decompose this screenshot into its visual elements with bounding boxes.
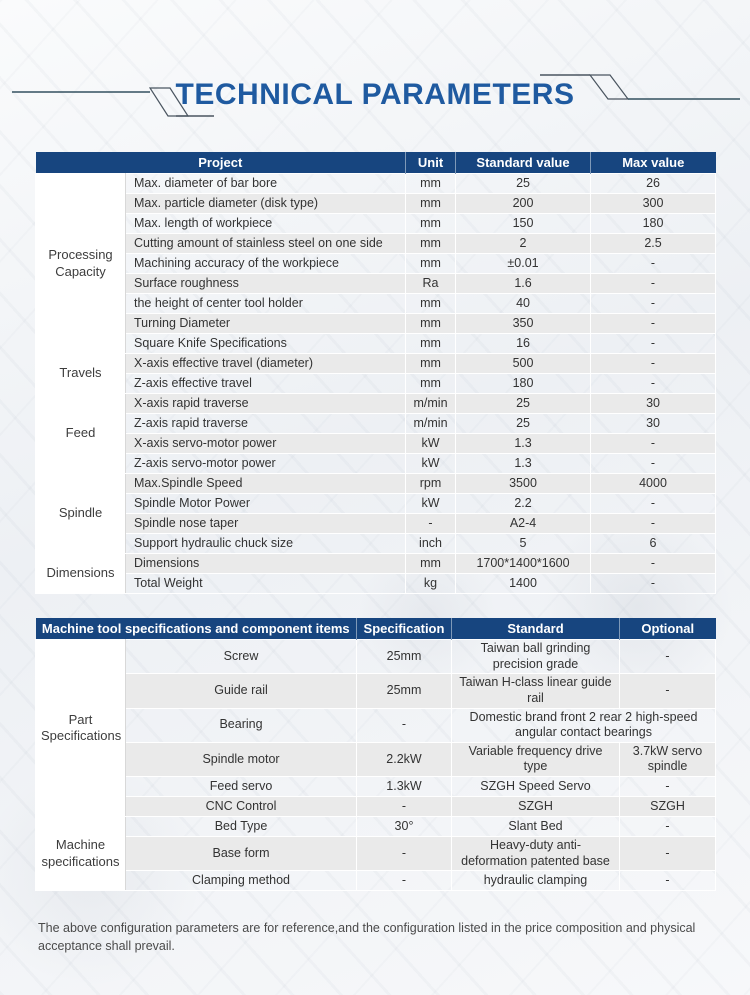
components-table [35, 618, 716, 891]
table-cell: SZGH [452, 797, 620, 817]
table-cell: Surface roughness [126, 274, 406, 294]
group-label: Feed [36, 394, 126, 474]
table-cell: Max. length of workpiece [126, 214, 406, 234]
table-cell: mm [406, 554, 456, 574]
table-cell: Support hydraulic chuck size [126, 534, 406, 554]
table-cell: - [591, 574, 716, 594]
table-cell: 500 [456, 354, 591, 374]
table-cell: 3500 [456, 474, 591, 494]
table-cell: Bearing [126, 708, 357, 742]
table-row [36, 777, 716, 797]
table-row [36, 454, 716, 474]
table-cell: Machining accuracy of the workpiece [126, 254, 406, 274]
table-cell: 30 [591, 414, 716, 434]
table-cell: - [591, 454, 716, 474]
table-group [36, 354, 716, 394]
table-cell: mm [406, 214, 456, 234]
table-row [36, 554, 716, 574]
table-cell: 6 [591, 534, 716, 554]
table-cell: mm [406, 314, 456, 334]
table-row [36, 871, 716, 891]
table-cell: 5 [456, 534, 591, 554]
table-cell: the height of center tool holder [126, 294, 406, 314]
table-cell: Feed servo [126, 777, 357, 797]
group-label: Machine specifications [36, 817, 126, 891]
table-cell: SZGH [620, 797, 716, 817]
column-header: Standard [452, 618, 620, 640]
column-header: Optional [620, 618, 716, 640]
table-cell: - [620, 837, 716, 871]
column-header: Specification [357, 618, 452, 640]
footnote: The above configuration parameters are for reference,and the configuration listed in the price composition and physical acceptance shall prevail. [38, 920, 696, 954]
table-cell: CNC Control [126, 797, 357, 817]
table-cell: 4000 [591, 474, 716, 494]
table-cell: 1400 [456, 574, 591, 594]
table-cell: Z-axis servo-motor power [126, 454, 406, 474]
table-cell: Base form [126, 837, 357, 871]
table-cell: 25mm [357, 674, 452, 708]
table-cell: 30 [591, 394, 716, 414]
table-cell: - [620, 674, 716, 708]
table-cell: - [620, 777, 716, 797]
table-cell: 3.7kW servo spindle [620, 742, 716, 776]
table-cell: - [357, 708, 452, 742]
table-cell: 25 [456, 394, 591, 414]
table-row [36, 374, 716, 394]
table-row [36, 817, 716, 837]
group-label: Dimensions [36, 554, 126, 594]
parameters-table [35, 152, 716, 594]
table-cell: 1.3 [456, 454, 591, 474]
table-row [36, 394, 716, 414]
group-label: Travels [36, 354, 126, 394]
table-cell: Slant Bed [452, 817, 620, 837]
table-cell: m/min [406, 414, 456, 434]
table-cell: Heavy-duty anti-deformation patented base [452, 837, 620, 871]
table-group [36, 640, 716, 817]
column-header: Machine tool specifications and component items [36, 618, 357, 640]
table-cell: m/min [406, 394, 456, 414]
table-cell: 25 [456, 174, 591, 194]
table-row [36, 194, 716, 214]
table-row [36, 742, 716, 776]
table-row [36, 234, 716, 254]
table-cell: kW [406, 434, 456, 454]
table-cell: Z-axis rapid traverse [126, 414, 406, 434]
table-cell: 1.3kW [357, 777, 452, 797]
table-cell: - [591, 354, 716, 374]
table-row [36, 837, 716, 871]
table-cell: 1700*1400*1600 [456, 554, 591, 574]
table-cell: 30° [357, 817, 452, 837]
table-cell: Ra [406, 274, 456, 294]
table-cell: mm [406, 194, 456, 214]
table-cell: Clamping method [126, 871, 357, 891]
table-cell: - [591, 494, 716, 514]
table-row [36, 708, 716, 742]
table-cell: - [357, 797, 452, 817]
table-cell: - [591, 374, 716, 394]
table-cell: mm [406, 294, 456, 314]
table-cell: rpm [406, 474, 456, 494]
table-cell: - [591, 334, 716, 354]
table-row [36, 174, 716, 194]
table-cell: SZGH Speed Servo [452, 777, 620, 797]
components-table-header [36, 618, 716, 640]
group-label: Part Specifications [36, 640, 126, 817]
table-cell: - [357, 871, 452, 891]
table-cell: kW [406, 494, 456, 514]
table-group [36, 394, 716, 474]
parameters-table-header [36, 152, 716, 174]
table-cell: 180 [456, 374, 591, 394]
table-cell: ±0.01 [456, 254, 591, 274]
table-cell: 350 [456, 314, 591, 334]
table-cell: Spindle motor [126, 742, 357, 776]
table-cell: inch [406, 534, 456, 554]
table-row [36, 574, 716, 594]
table-cell: Z-axis effective travel [126, 374, 406, 394]
table-cell: 200 [456, 194, 591, 214]
table-row [36, 414, 716, 434]
table-cell: Cutting amount of stainless steel on one side [126, 234, 406, 254]
table-cell: mm [406, 254, 456, 274]
table-row [36, 334, 716, 354]
table-cell: X-axis effective travel (diameter) [126, 354, 406, 374]
table-row [36, 274, 716, 294]
table-cell: - [591, 294, 716, 314]
table-row [36, 434, 716, 454]
table-row [36, 797, 716, 817]
table-row [36, 640, 716, 674]
table-cell: mm [406, 234, 456, 254]
table-cell: Max. diameter of bar bore [126, 174, 406, 194]
table-row [36, 294, 716, 314]
table-cell: - [620, 871, 716, 891]
table-cell: Total Weight [126, 574, 406, 594]
table-row [36, 214, 716, 234]
table-cell: 180 [591, 214, 716, 234]
table-group [36, 817, 716, 891]
table-row [36, 314, 716, 334]
table-cell: Max. particle diameter (disk type) [126, 194, 406, 214]
table-cell: 1.3 [456, 434, 591, 454]
table-cell: Guide rail [126, 674, 357, 708]
table-cell: - [357, 837, 452, 871]
table-cell: - [620, 640, 716, 674]
table-cell: - [591, 514, 716, 534]
table-cell: 1.6 [456, 274, 591, 294]
table-cell: Domestic brand front 2 rear 2 high-speed angular contact bearings [452, 708, 716, 742]
group-label: Processing Capacity [36, 174, 126, 354]
table-cell: - [591, 314, 716, 334]
table-cell: - [591, 274, 716, 294]
table-cell: hydraulic clamping [452, 871, 620, 891]
table-cell: - [591, 434, 716, 454]
page-title: TECHNICAL PARAMETERS [175, 78, 575, 111]
table-cell: 2.5 [591, 234, 716, 254]
column-header: Project [36, 152, 406, 174]
column-header: Standard value [456, 152, 591, 174]
table-cell: 2.2 [456, 494, 591, 514]
group-label: Spindle [36, 474, 126, 554]
table-cell: - [591, 554, 716, 574]
table-cell: 2 [456, 234, 591, 254]
table-cell: kW [406, 454, 456, 474]
table-group [36, 554, 716, 594]
table-cell: A2-4 [456, 514, 591, 534]
table-cell: Screw [126, 640, 357, 674]
table-cell: Spindle nose taper [126, 514, 406, 534]
column-header: Unit [406, 152, 456, 174]
table-group [36, 474, 716, 554]
table-cell: Square Knife Specifications [126, 334, 406, 354]
table-cell: Bed Type [126, 817, 357, 837]
header-row [36, 152, 716, 174]
table-cell: mm [406, 374, 456, 394]
table-row [36, 494, 716, 514]
table-row [36, 254, 716, 274]
table-cell: mm [406, 354, 456, 374]
table-cell: 25 [456, 414, 591, 434]
table-row [36, 514, 716, 534]
table-cell: 2.2kW [357, 742, 452, 776]
table-cell: 40 [456, 294, 591, 314]
table-cell: X-axis servo-motor power [126, 434, 406, 454]
table-cell: - [620, 817, 716, 837]
table-cell: mm [406, 174, 456, 194]
table-cell: 300 [591, 194, 716, 214]
table-group [36, 174, 716, 354]
table-cell: Taiwan H-class linear guide rail [452, 674, 620, 708]
table-cell: X-axis rapid traverse [126, 394, 406, 414]
table-cell: Dimensions [126, 554, 406, 574]
table-cell: Taiwan ball grinding precision grade [452, 640, 620, 674]
table-row [36, 534, 716, 554]
table-row [36, 354, 716, 374]
table-cell: - [406, 514, 456, 534]
table-cell: 25mm [357, 640, 452, 674]
table-cell: 150 [456, 214, 591, 234]
table-cell: Max.Spindle Speed [126, 474, 406, 494]
table-cell: Variable frequency drive type [452, 742, 620, 776]
table-cell: mm [406, 334, 456, 354]
table-row [36, 474, 716, 494]
table-cell: 26 [591, 174, 716, 194]
table-cell: kg [406, 574, 456, 594]
table-cell: Spindle Motor Power [126, 494, 406, 514]
table-row [36, 674, 716, 708]
table-cell: 16 [456, 334, 591, 354]
table-cell: Turning Diameter [126, 314, 406, 334]
header-row [36, 618, 716, 640]
table-cell: - [591, 254, 716, 274]
column-header: Max value [591, 152, 716, 174]
